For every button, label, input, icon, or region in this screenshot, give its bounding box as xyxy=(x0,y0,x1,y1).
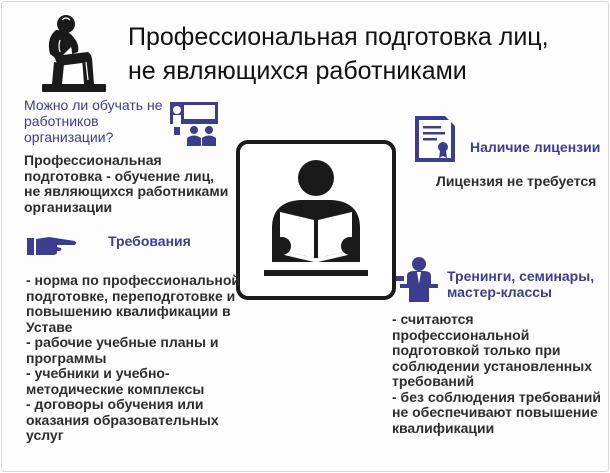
list-item: - норма по профессиональной подготовке, переподготовке и повышению квалификации в Уставе xyxy=(26,272,240,335)
requirements-title: Требования xyxy=(108,233,191,249)
certificate-icon xyxy=(415,116,457,162)
list-item: - договоры обучения или оказания образовательных услуг xyxy=(26,396,219,443)
reading-person-icon xyxy=(254,154,378,282)
reading-person-card xyxy=(236,140,396,300)
trainings-list xyxy=(392,312,602,436)
page-title-line2: не являющихся работниками xyxy=(128,57,467,85)
question-title: Можно ли обучать не работников организации? xyxy=(24,97,163,145)
license-text: Лицензия не требуется xyxy=(436,173,597,189)
classroom-icon xyxy=(170,102,218,146)
trainings-title: Тренинги, семинары, мастер-классы xyxy=(447,268,595,300)
requirements-list xyxy=(26,273,246,444)
license-title: Наличие лицензии xyxy=(470,139,601,155)
thinker-statue-icon xyxy=(32,12,116,94)
page-title xyxy=(128,20,598,88)
list-item: - рабочие учебные планы и программы xyxy=(26,334,219,366)
list-item: - учебники и учебно-методические комплексы xyxy=(26,365,205,397)
pointing-hand-icon xyxy=(27,235,77,257)
presenter-icon xyxy=(396,256,442,304)
page-title-line1: Профессиональная подготовка лиц, xyxy=(128,23,549,51)
list-item: - считаются профессиональной подготовкой только при соблюдении установленных требований xyxy=(392,311,592,389)
list-item: - без соблюдения требований не обеспечивают повышение квалификации xyxy=(392,388,602,436)
question-text: Профессиональная подготовка - обучение лиц, не являющихся работниками организации xyxy=(24,152,229,215)
